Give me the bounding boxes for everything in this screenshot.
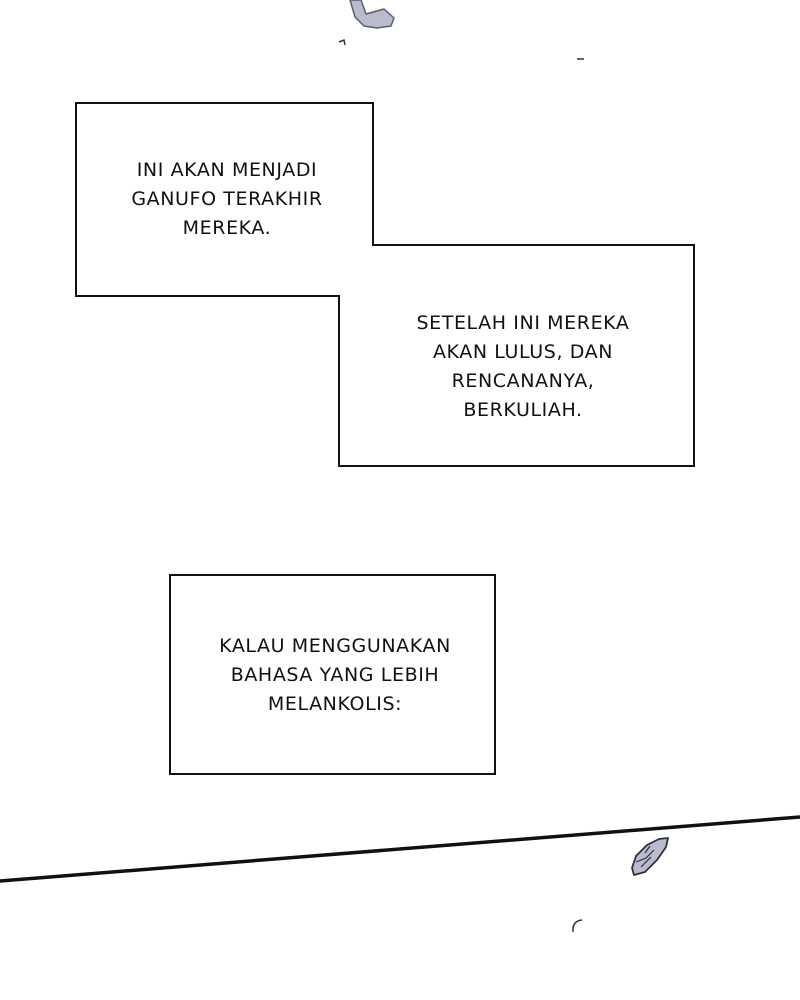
caption-line: MEREKA. xyxy=(182,217,272,239)
caption-line: BERKULIAH. xyxy=(463,399,583,421)
caption-text-2 xyxy=(398,309,648,425)
caption-line: RENCANANYA, xyxy=(451,370,595,392)
caption-line: AKAN LULUS, DAN xyxy=(432,341,614,363)
petal-icon xyxy=(632,838,668,875)
caption-line: BAHASA YANG LEBIH xyxy=(230,664,440,686)
caption-text-3 xyxy=(190,632,480,719)
caption-line: GANUFO TERAKHIR xyxy=(131,188,323,210)
petal-icon xyxy=(350,0,394,28)
scrap-icon xyxy=(573,920,582,932)
caption-text-1 xyxy=(112,156,342,243)
panel-border xyxy=(0,817,800,881)
caption-line: INI AKAN MENJADI xyxy=(136,159,318,181)
caption-line: KALAU MENGGUNAKAN xyxy=(219,635,451,657)
caption-line: MELANKOLIS: xyxy=(267,693,403,715)
caption-line: SETELAH INI MEREKA xyxy=(416,312,630,334)
scrap-icon xyxy=(339,40,345,45)
